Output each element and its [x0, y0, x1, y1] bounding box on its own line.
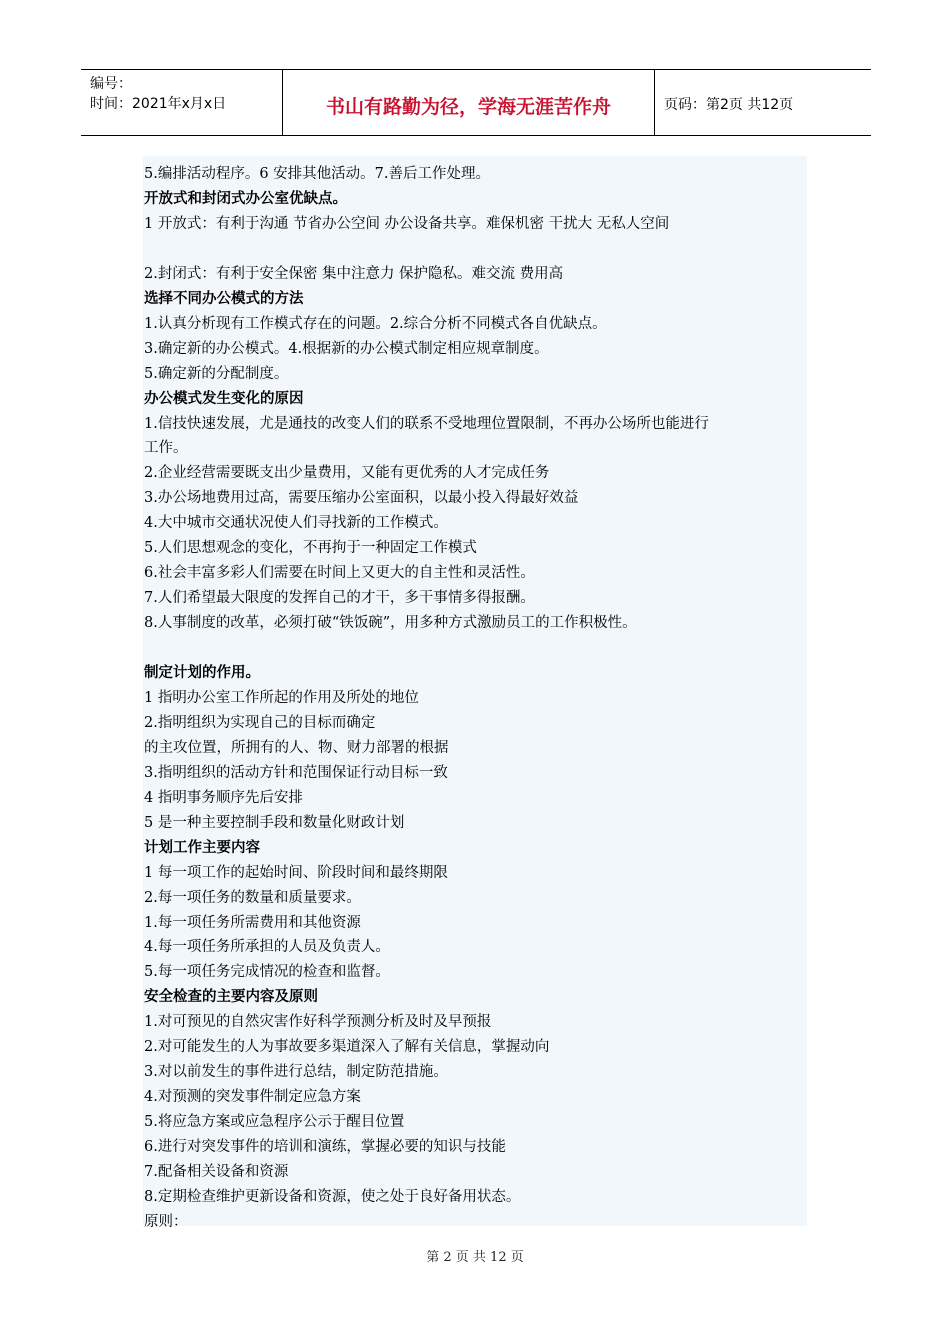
body-line: 6.社会丰富多彩人们需要在时间上又更大的自主性和灵活性。: [144, 565, 535, 582]
body-line: 原则：: [144, 1213, 188, 1230]
body-line: 5.将应急方案或应急程序公示于醒目位置: [144, 1114, 405, 1131]
body-line: 8.人事制度的改革，必须打破“铁饭碗”，用多种方式激励员工的工作积极性。: [144, 615, 637, 632]
body-line: 5 是一种主要控制手段和数量化财政计划: [144, 814, 405, 831]
body-line: 1 每一项工作的起始时间、阶段时间和最终期限: [144, 864, 448, 881]
section-heading: 安全检查的主要内容及原则: [144, 989, 318, 1006]
body-line: 2.企业经营需要既支出少量费用，又能有更优秀的人才完成任务: [144, 465, 550, 482]
document-header: [81, 69, 871, 136]
body-line: 7.人们希望最大限度的发挥自己的才干，多干事情多得报酬。: [144, 590, 535, 607]
body-line: 5.确定新的分配制度。: [144, 365, 289, 382]
header-motto: 书山有路勤为径，学海无涯苦作舟: [325, 96, 611, 118]
body-line: 4.对预测的突发事件制定应急方案: [144, 1089, 361, 1106]
section-heading: 办公模式发生变化的原因: [144, 390, 304, 407]
body-line: 2.指明组织为实现自己的目标而确定: [144, 714, 376, 731]
page-footer: 第 2 页 共 12 页: [426, 1250, 524, 1265]
body-line: 1.每一项任务所需费用和其他资源: [144, 914, 361, 931]
body-line: 4 指明事务顺序先后安排: [144, 789, 303, 806]
body-line: 1.对可预见的自然灾害作好科学预测分析及时及早预报: [144, 1014, 492, 1031]
body-line: 2.封闭式：有利于安全保密 集中注意力 保护隐私。难交流 费用高: [144, 265, 564, 282]
body-line: 3.办公场地费用过高，需要压缩办公室面积，以最小投入得最好效益: [144, 490, 579, 507]
header-page-indicator: 页码：第2页 共12页: [664, 97, 794, 113]
section-heading: 计划工作主要内容: [144, 839, 260, 856]
body-line: 4.每一项任务所承担的人员及负责人。: [144, 939, 390, 956]
document-number-label: 编号：: [90, 76, 132, 92]
body-line: 5.编排活动程序。6 安排其他活动。7.善后工作处理。: [144, 166, 491, 182]
body-line: 1 指明办公室工作所起的作用及所处的地位: [144, 689, 419, 706]
body-line: 5.人们思想观念的变化，不再拘于一种固定工作模式: [144, 540, 477, 557]
section-heading: 选择不同办公模式的方法: [144, 290, 304, 307]
document-time-label: 时间：2021年x月x日: [90, 96, 227, 112]
body-line: 3.对以前发生的事件进行总结，制定防范措施。: [144, 1064, 448, 1081]
body-line: 1 开放式：有利于沟通 节省办公空间 办公设备共享。难保机密 干扰大 无私人空间: [144, 215, 670, 232]
body-line: 3.确定新的办公模式。4.根据新的办公模式制定相应规章制度。: [144, 340, 549, 357]
header-meta: [90, 74, 226, 114]
body-line: 工作。: [144, 440, 188, 457]
body-line: 2.每一项任务的数量和质量要求。: [144, 889, 361, 906]
body-line: 的主攻位置，所拥有的人、物、财力部署的根据: [144, 739, 449, 756]
body-line: 7.配备相关设备和资源: [144, 1164, 289, 1180]
body-line: 2.对可能发生的人为事故要多渠道深入了解有关信息，掌握动向: [144, 1039, 550, 1056]
body-line: 8.定期检查维护更新设备和资源，使之处于良好备用状态。: [144, 1188, 521, 1205]
section-heading: 开放式和封闭式办公室优缺点。: [144, 190, 347, 207]
body-line: 1.信技快速发展，尤是通技的改变人们的联系不受地理位置限制，不再办公场所也能进行: [144, 415, 709, 432]
section-heading: 制定计划的作用。: [144, 665, 260, 681]
body-line: 6.进行对突发事件的培训和演练，掌握必要的知识与技能: [144, 1139, 506, 1156]
body-line: 5.每一项任务完成情况的检查和监督。: [144, 964, 390, 981]
header-divider: [654, 70, 655, 135]
body-line: 3.指明组织的活动方针和范围保证行动目标一致: [144, 764, 448, 781]
body-line: 4.大中城市交通状况使人们寻找新的工作模式。: [144, 515, 448, 532]
body-line: 1.认真分析现有工作模式存在的问题。2.综合分析不同模式各自优缺点。: [144, 315, 607, 332]
